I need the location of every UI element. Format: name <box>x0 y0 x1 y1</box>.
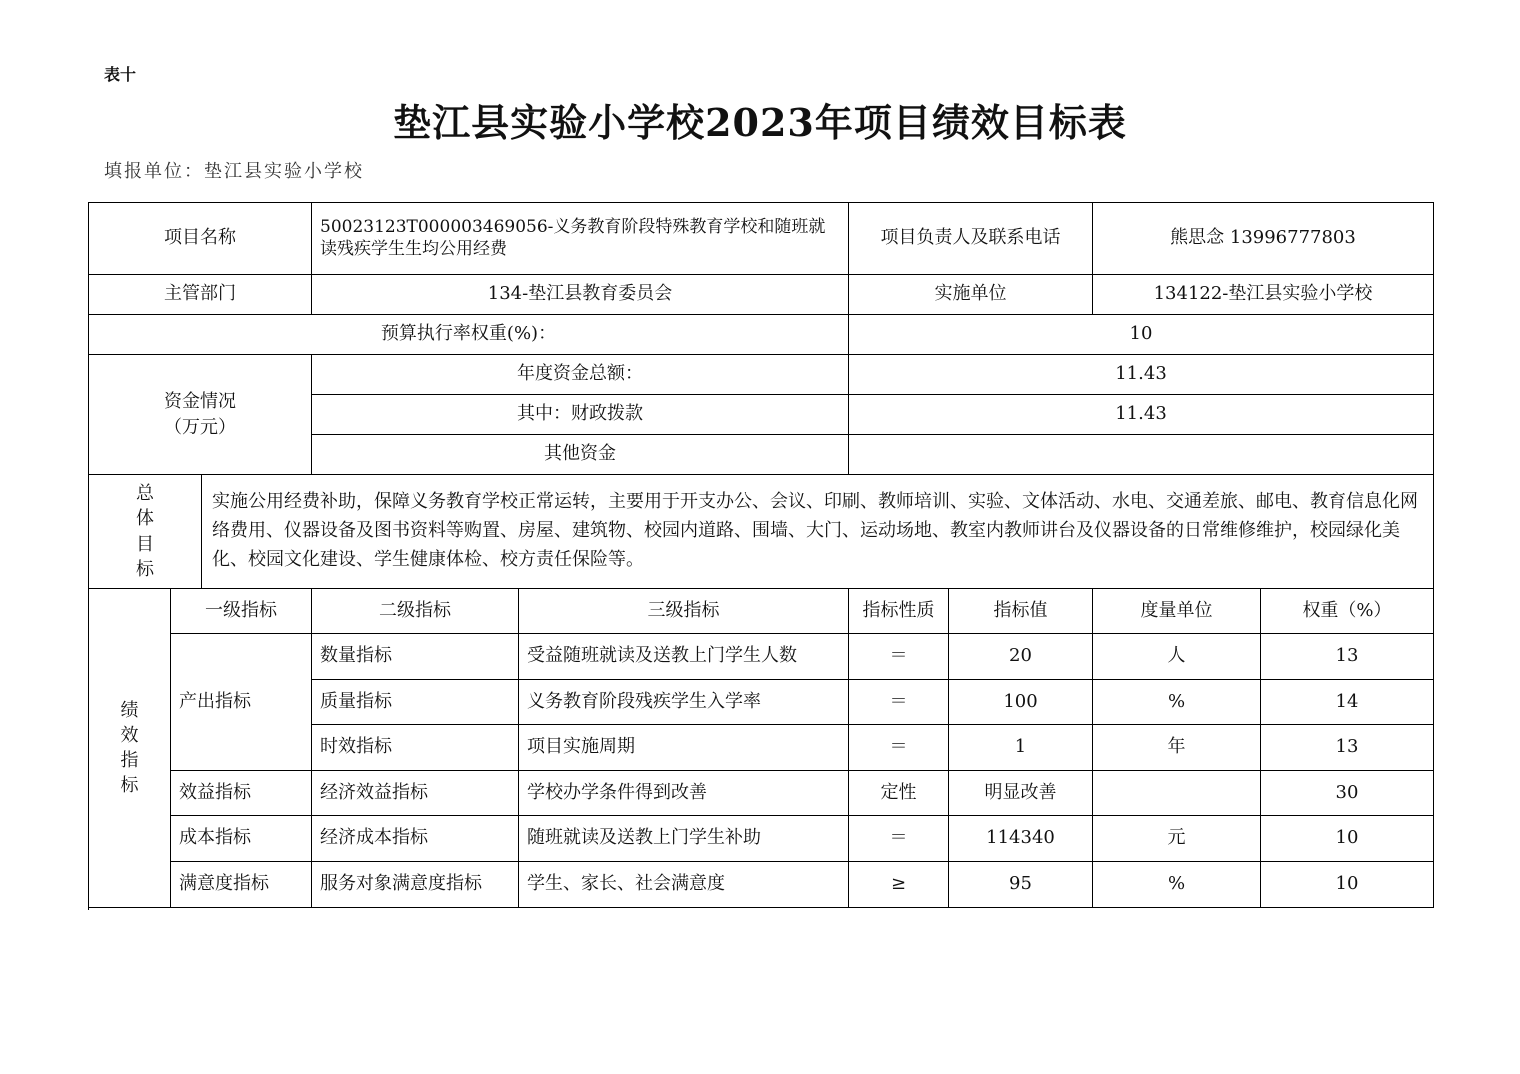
unit-cell: 年 <box>1093 725 1261 771</box>
perf-label-char: 效 <box>120 724 139 746</box>
perf-label <box>89 589 171 908</box>
level3-cell: 受益随班就读及送教上门学生人数 <box>519 634 849 680</box>
funds-total-value: 11.43 <box>849 355 1434 395</box>
level2-cell: 数量指标 <box>312 634 519 680</box>
objective-label-char: 标 <box>136 558 154 580</box>
funds-other-value <box>849 435 1434 475</box>
objective-label-char: 目 <box>136 533 154 555</box>
level2-cell: 经济效益指标 <box>312 771 519 816</box>
header-nature: 指标性质 <box>849 589 949 634</box>
weight-cell: 10 <box>1261 816 1434 862</box>
header-level1: 一级指标 <box>171 589 312 634</box>
header-level2: 二级指标 <box>312 589 519 634</box>
level1-cost: 成本指标 <box>171 816 312 862</box>
header-unit: 度量单位 <box>1093 589 1261 634</box>
level3-cell: 随班就读及送教上门学生补助 <box>519 816 849 862</box>
objective-label-char: 总 <box>136 483 154 505</box>
nature-cell: ＝ <box>849 634 949 680</box>
page-title: 垫江县实验小学校2023年项目绩效目标表 <box>393 100 1127 145</box>
level1-benefit: 效益指标 <box>171 771 312 816</box>
funds-total-label: 年度资金总额： <box>312 355 849 395</box>
objective-label-char: 体 <box>136 508 154 530</box>
header-value: 指标值 <box>949 589 1093 634</box>
fill-unit: 填报单位：垫江县实验小学校 <box>104 161 364 182</box>
weight-cell: 13 <box>1261 725 1434 771</box>
unit-cell: % <box>1093 680 1261 725</box>
funds-other-label: 其他资金 <box>312 435 849 475</box>
value-cell: 20 <box>949 634 1093 680</box>
header-level3: 三级指标 <box>519 589 849 634</box>
weight-cell: 14 <box>1261 680 1434 725</box>
level2-cell: 服务对象满意度指标 <box>312 862 519 908</box>
unit-cell: % <box>1093 862 1261 908</box>
unit-cell <box>1093 771 1261 816</box>
funds-fiscal-label: 其中：财政拨款 <box>312 395 849 435</box>
project-name-label: 项目名称 <box>89 203 312 275</box>
weight-cell: 13 <box>1261 634 1434 680</box>
level3-cell: 义务教育阶段残疾学生入学率 <box>519 680 849 725</box>
unit-cell: 元 <box>1093 816 1261 862</box>
level3-cell: 学校办学条件得到改善 <box>519 771 849 816</box>
objective-label <box>89 475 202 589</box>
dept-value: 134-垫江县教育委员会 <box>312 275 849 315</box>
perf-label-char: 标 <box>120 775 139 797</box>
nature-cell: ＝ <box>849 680 949 725</box>
perf-label-char: 指 <box>120 750 139 771</box>
value-cell: 1 <box>949 725 1093 771</box>
perf-label-char: 绩 <box>120 699 139 721</box>
level1-output: 产出指标 <box>171 634 312 771</box>
level2-cell: 经济成本指标 <box>312 816 519 862</box>
level2-cell: 质量指标 <box>312 680 519 725</box>
header-weight: 权重（%） <box>1261 589 1434 634</box>
unit-cell: 人 <box>1093 634 1261 680</box>
funds-label-text: 资金情况 <box>164 391 236 413</box>
level3-cell: 项目实施周期 <box>519 725 849 771</box>
value-cell: 114340 <box>949 816 1093 862</box>
level1-satisfaction: 满意度指标 <box>171 862 312 908</box>
table-number: 表十 <box>104 65 137 84</box>
performance-table <box>88 202 1434 910</box>
nature-cell: ＝ <box>849 816 949 862</box>
contact-label: 项目负责人及联系电话 <box>849 203 1093 275</box>
weight-cell: 30 <box>1261 771 1434 816</box>
level2-cell: 时效指标 <box>312 725 519 771</box>
impl-unit-value: 134122-垫江县实验小学校 <box>1093 275 1434 315</box>
contact-value: 熊思念 13996777803 <box>1093 203 1434 275</box>
dept-label: 主管部门 <box>89 275 312 315</box>
level3-cell: 学生、家长、社会满意度 <box>519 862 849 908</box>
weight-cell: 10 <box>1261 862 1434 908</box>
objective-text: 实施公用经费补助，保障义务教育学校正常运转，主要用于开支办公、会议、印刷、教师培训、实验、文体活动、水电、交通差旅、邮电、教育信息化网络费用、仪器设备及图书资料等购置、房屋、建筑物、校园内道路、围墙、大门、运动场地、教室内教师讲台及仪器设备的日常维修维护，校园绿化美化、校园文化建设、学生健康体检、校方责任保险等。 <box>202 475 1434 589</box>
impl-unit-label: 实施单位 <box>849 275 1093 315</box>
funds-label <box>89 355 312 475</box>
nature-cell: ＝ <box>849 725 949 771</box>
value-cell: 明显改善 <box>949 771 1093 816</box>
value-cell: 95 <box>949 862 1093 908</box>
nature-cell: 定性 <box>849 771 949 816</box>
funds-unit-text: （万元） <box>164 416 236 438</box>
funds-fiscal-value: 11.43 <box>849 395 1434 435</box>
budget-weight-value: 10 <box>849 315 1434 355</box>
budget-weight-label: 预算执行率权重(%)： <box>89 315 849 355</box>
value-cell: 100 <box>949 680 1093 725</box>
nature-cell: ≥ <box>849 862 949 908</box>
project-name-value: 50023123T000003469056-义务教育阶段特殊教育学校和随班就读残疾学生生均公用经费 <box>312 203 849 275</box>
